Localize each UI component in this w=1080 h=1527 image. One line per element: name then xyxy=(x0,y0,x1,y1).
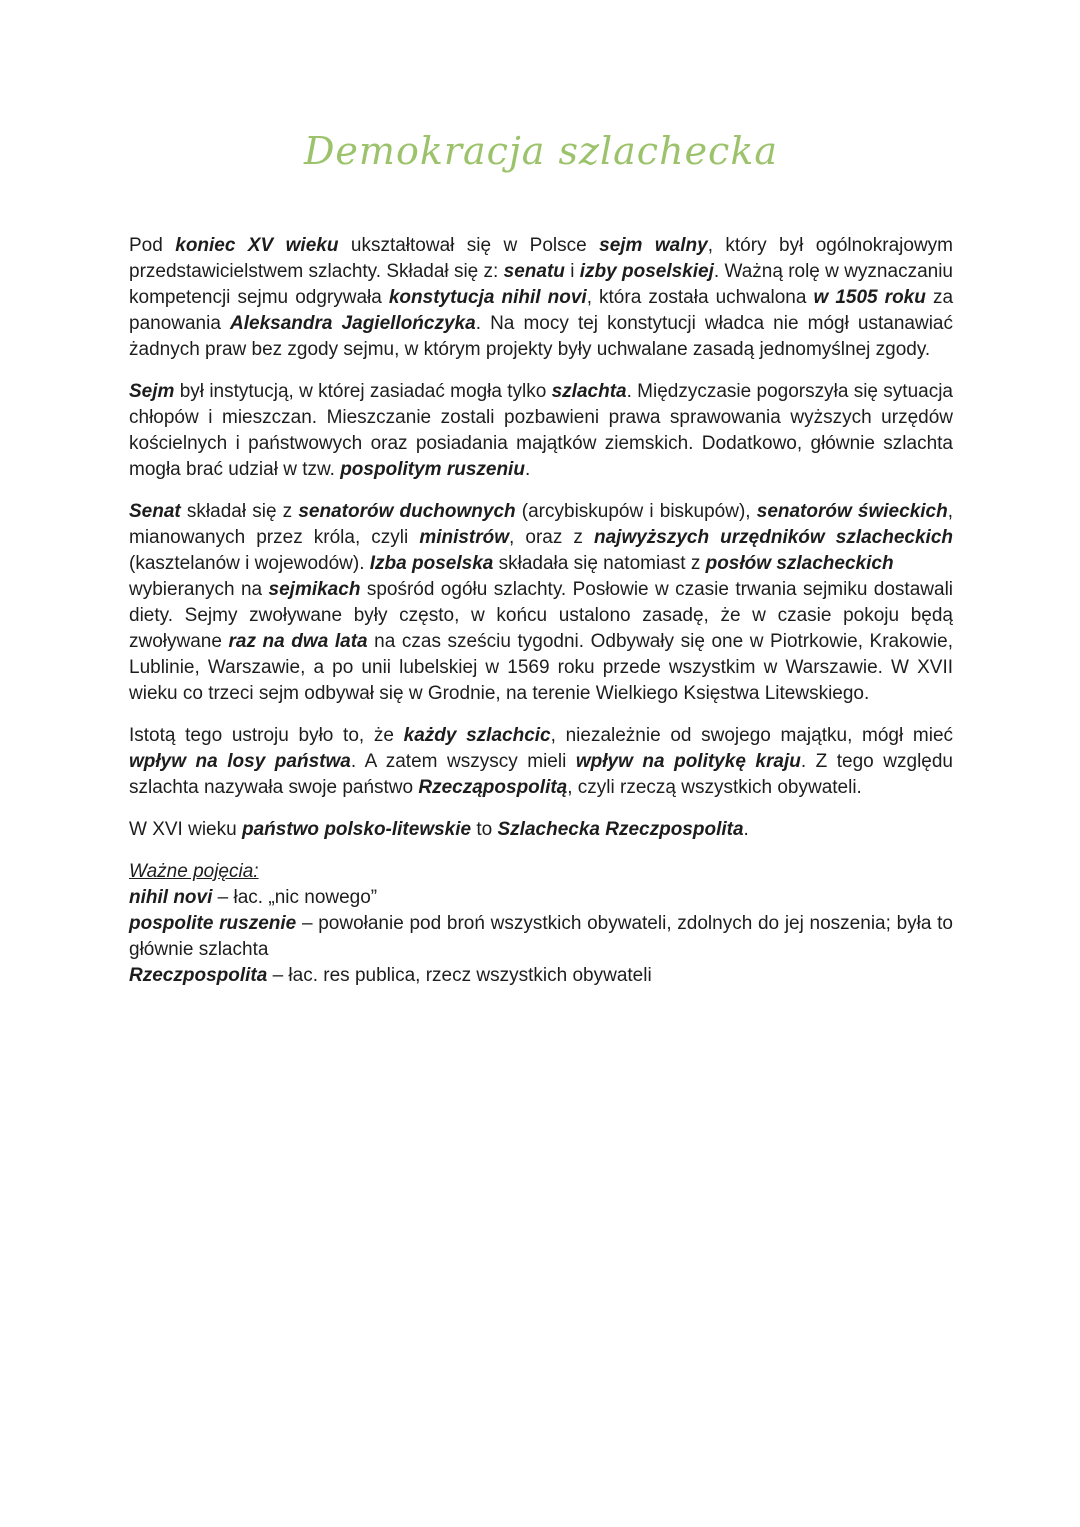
emphasis-text: posłów szlacheckich xyxy=(705,553,894,574)
body-text: . xyxy=(743,819,749,840)
emphasis-text: sejm walny xyxy=(599,235,708,256)
body-text: . Międzyczasie pogorszyła się sytuacja chłopów i mieszczan. Mieszczanie zostali pozbawieni prawa sprawowania wyższych urzędów kościelnych i państwowych oraz posiadania majątków ziemskich. Dodatkowo, głównie szlachta mogła brać udział w tzw. xyxy=(129,381,953,480)
emphasis-text: izby poselskiej xyxy=(579,261,714,282)
body-text: (arcybiskupów i biskupów), xyxy=(515,501,757,522)
body-text: za panowania xyxy=(129,287,954,334)
emphasis-text: wpływ na politykę kraju xyxy=(575,751,801,772)
paragraph-xvi-wiek xyxy=(129,817,953,843)
emphasis-text: ministrów xyxy=(419,527,510,548)
body-text: był instytucją, w której zasiadać mogła tylko xyxy=(174,381,552,402)
body-text: (kasztelanów i wojewodów). xyxy=(129,553,370,574)
body-text: , niezależnie od swojego majątku, mógł mieć xyxy=(550,725,954,746)
glossary-term: pospolite ruszenie xyxy=(129,913,297,934)
emphasis-text: Izba poselska xyxy=(369,553,494,574)
emphasis-text: senatorów świeckich xyxy=(756,501,948,522)
emphasis-text: najwyższych urzędników szlacheckich xyxy=(594,527,953,548)
body-text: W XVI wieku xyxy=(129,819,242,840)
body-text: , który był ogólnokrajowym przedstawicielstwem szlachty. Składał się z: xyxy=(129,235,954,282)
body-text: . xyxy=(524,459,531,480)
paragraph-intro xyxy=(129,233,953,363)
glossary-definition: – łac. res publica, rzecz wszystkich obywateli xyxy=(267,965,652,986)
body-text: , która została uchwalona xyxy=(586,287,814,308)
body-text: . Ważną rolę w wyznaczaniu kompetencji sejmu odgrywała xyxy=(129,261,953,308)
body-text: Istotą tego ustroju było to, że xyxy=(129,725,404,746)
emphasis-text: sejmikach xyxy=(268,579,361,600)
glossary-definition: – łac. „nic nowego” xyxy=(212,887,378,908)
emphasis-text: szlachta xyxy=(551,381,627,402)
paragraph-sejm xyxy=(129,379,953,483)
glossary-entry xyxy=(129,963,953,989)
glossary-entries xyxy=(129,885,953,989)
glossary-term: Rzeczpospolita xyxy=(129,965,268,986)
paragraph-ustroj xyxy=(129,723,953,801)
emphasis-text: konstytucja nihil novi xyxy=(388,287,587,308)
body-text: spośród ogółu szlachty. Posłowie w czasie trwania sejmiku dostawali diety. Sejmy zwoływane były często, w końcu ustalono zasadę, że w czasie pokoju będą zwoływane xyxy=(129,579,954,652)
body-text: , mianowanych przez króla, czyli xyxy=(129,501,953,548)
body-text: to xyxy=(471,819,498,840)
body-text: składał się z xyxy=(180,501,299,522)
emphasis-text: koniec XV wieku xyxy=(175,235,339,256)
emphasis-text: senatorów duchownych xyxy=(298,501,516,522)
glossary-section xyxy=(129,859,953,989)
emphasis-text: Szlachecka Rzeczpospolita xyxy=(497,819,744,840)
paragraph-senat xyxy=(129,499,953,707)
body-text: Pod xyxy=(129,235,176,256)
document-title: Demokracja szlachecka xyxy=(303,129,779,173)
glossary-heading: Ważne pojęcia: xyxy=(129,861,259,882)
emphasis-text: Senat xyxy=(129,501,181,522)
body-text: . Z tego względu szlachta nazywała swoje państwo xyxy=(129,751,953,798)
glossary-entry xyxy=(129,885,953,911)
body-text: , oraz z xyxy=(509,527,594,548)
emphasis-text: każdy szlachcic xyxy=(403,725,551,746)
document-paragraphs xyxy=(129,233,953,843)
body-text: , czyli rzeczą wszystkich obywateli. xyxy=(567,777,862,798)
glossary-definition: – powołanie pod broń wszystkich obywateli, zdolnych do jej noszenia; była to głównie szlachta xyxy=(129,913,953,960)
emphasis-text: wpływ na losy państwa xyxy=(129,751,351,772)
glossary-entry xyxy=(129,911,953,963)
emphasis-text: Sejm xyxy=(129,381,175,402)
emphasis-text: pospolitym ruszeniu xyxy=(340,459,525,480)
body-text: na czas sześciu tygodni. Odbywały się one w Piotrkowie, Krakowie, Lublinie, Warszawie, a po unii lubelskiej w 1569 roku przede wszystkim w Warszawie. W XVII wieku co trzeci sejm odbywał się w Grodnie, na terenie Wielkiego Księstwa Litewskiego. xyxy=(129,631,953,704)
body-text: . A zatem wszyscy mieli xyxy=(350,751,576,772)
body-text: ukształtował się w Polsce xyxy=(338,235,600,256)
emphasis-text: raz na dwa lata xyxy=(228,631,368,652)
emphasis-text: senatu xyxy=(503,261,565,282)
body-text: . Na mocy tej konstytucji władca nie mógł ustanawiać żadnych praw bez zgody sejmu, w którym projekty były uchwalane zasadą jednomyślnej zgody. xyxy=(129,313,953,360)
emphasis-text: Aleksandra Jagiellończyka xyxy=(230,313,476,334)
body-text: wybieranych na xyxy=(129,579,269,600)
body-text: i xyxy=(564,261,580,282)
body-text: składała się natomiast z xyxy=(493,553,706,574)
emphasis-text: Rzecząpospolitą xyxy=(418,777,568,798)
glossary-term: nihil novi xyxy=(129,887,213,908)
document-page xyxy=(129,0,953,1527)
emphasis-text: państwo polsko-litewskie xyxy=(241,819,472,840)
emphasis-text: w 1505 roku xyxy=(813,287,926,308)
